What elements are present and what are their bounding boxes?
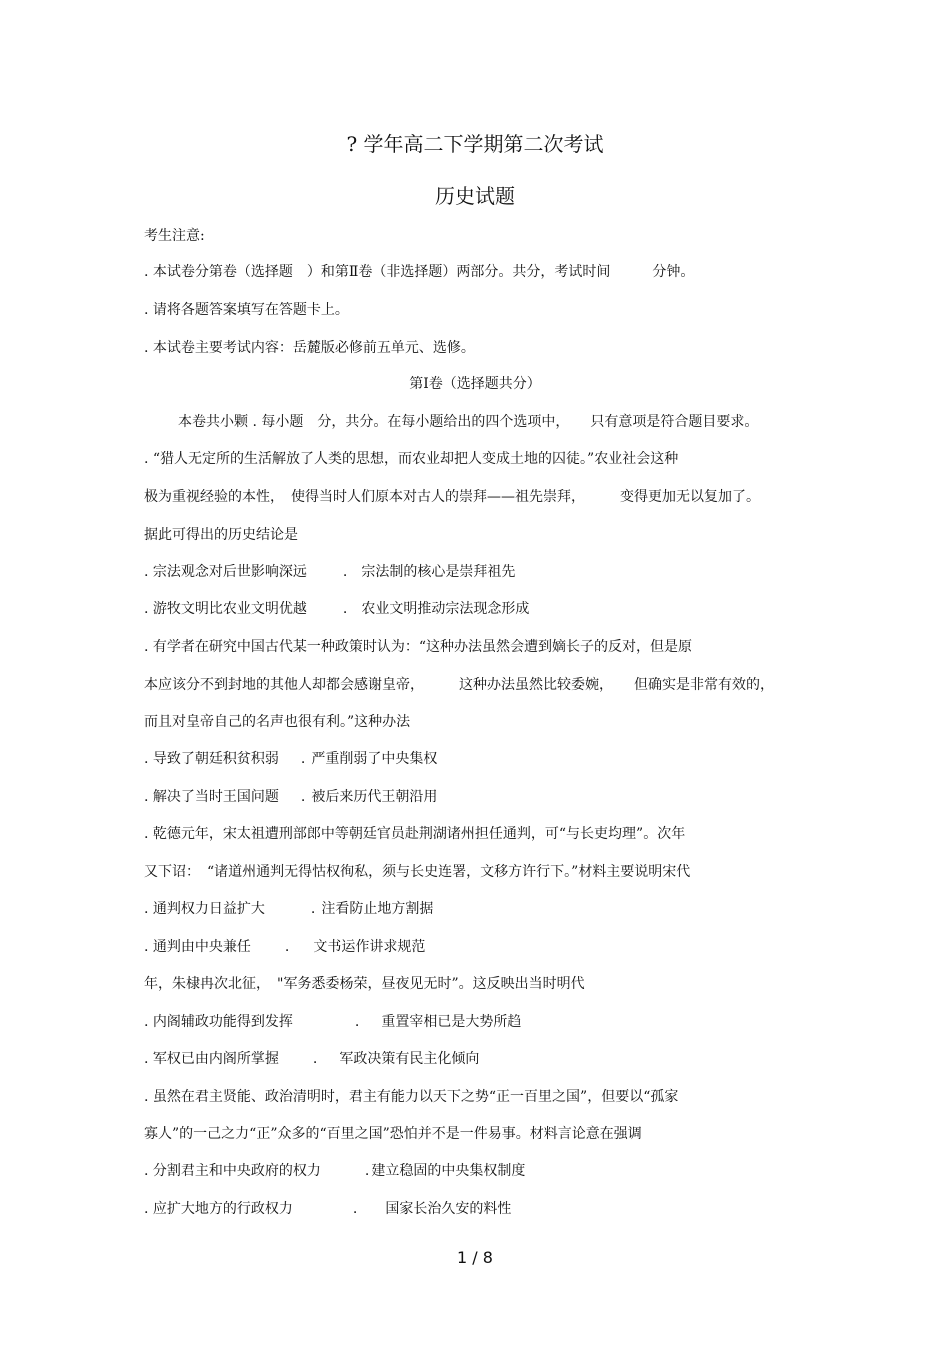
question-5-options-row bbox=[144, 1199, 511, 1219]
option: . 导致了朝廷积贫积弱 bbox=[144, 751, 279, 767]
question-5-stem: . 虽然在君主贤能、政治清明时，君主有能力以天下之势“正一百里之国”，但要以“孤家 bbox=[144, 1089, 679, 1105]
option: 农业文明推动宗法现念形成 bbox=[361, 601, 530, 617]
option: 国家长治久安的料性 bbox=[385, 1201, 512, 1217]
question-3-options-row bbox=[144, 937, 425, 957]
section-intro: 本卷共小颗 . 每小题 分，共分。在每小题给出的四个选项中， 只有意项是符合题目要求。 bbox=[178, 414, 759, 430]
question-2-options-row bbox=[144, 749, 437, 769]
question-2-stem: . 有学者在研究中国古代某一种政策时认为：“这种办法虽然会遭到嫡长子的反对，但是原 bbox=[144, 639, 693, 655]
question-4-options-row bbox=[144, 1049, 479, 1069]
option: . 军权已由内阁所掌握 bbox=[144, 1051, 279, 1067]
option-marker: . bbox=[342, 601, 348, 617]
question-1-stem: 极为重视经验的本性， 使得当时人们原本对古人的崇拜——祖先崇拜， 变得更加无以复加了。 bbox=[144, 489, 760, 505]
option: . 游牧文明比农业文明优越 bbox=[144, 601, 307, 617]
option-marker: . bbox=[310, 901, 316, 917]
subject-title: 历史试题 bbox=[435, 184, 515, 208]
question-2-stem: 本应该分不到封地的其他人却都会感谢皇帝， 这种办法虽然比较委婉， 但确实是非常有效的， bbox=[144, 677, 774, 693]
notice-item: . 请将各题答案填写在答题卡上。 bbox=[144, 302, 349, 318]
option: 严重削弱了中央集权 bbox=[311, 751, 438, 767]
notice-item: . 本试卷主要考试内容：岳麓版必修前五单元、选修。 bbox=[144, 340, 475, 356]
question-1-options-row bbox=[144, 599, 529, 619]
option: 军政决策有民主化倾向 bbox=[339, 1051, 480, 1067]
question-4-options-row bbox=[144, 1012, 521, 1032]
question-1-options-row bbox=[144, 562, 515, 582]
option: 文书运作讲求规范 bbox=[313, 939, 426, 955]
question-4-stem: 年，朱棣冉次北征， "军务悉委杨荣，昼夜见无时”。这反映出当时明代 bbox=[144, 976, 585, 992]
question-2-options-row bbox=[144, 787, 437, 807]
question-1-stem: 据此可得出的历史结论是 bbox=[144, 527, 298, 543]
question-3-stem: 又下诏： “诸道州通判无得怙权徇私，须与长史连署，文移方许行下。”材料主要说明宋代 bbox=[144, 864, 691, 880]
option-marker: . bbox=[300, 789, 306, 805]
option-marker: . bbox=[300, 751, 306, 767]
question-3-stem: . 乾德元年，宋太祖遭刑部郎中等朝廷官员赴荆湖诸州担任通判，可“与长吏均理”。次年 bbox=[144, 826, 686, 842]
option: . 通判由中央兼任 bbox=[144, 939, 251, 955]
option-marker: . bbox=[342, 564, 348, 580]
question-1-stem: . “猎人无定所的生活解放了人类的思想，而农业却把人变成土地的囚徒。”农业社会这种 bbox=[144, 451, 679, 467]
option: 注看防止地方割据 bbox=[321, 901, 434, 917]
question-2-stem: 而且对皇帝自己的名声也很有利。”这种办法 bbox=[144, 714, 411, 730]
question-5-stem: 寡人”的一己之力“正”众多的“百里之国”恐怕并不是一件易事。材料言论意在强调 bbox=[144, 1126, 642, 1142]
option-marker: . bbox=[364, 1163, 370, 1179]
option: . 应扩大地方的行政权力 bbox=[144, 1201, 293, 1217]
option: 被后来历代王朝沿用 bbox=[311, 789, 438, 805]
option-marker: . bbox=[354, 1014, 360, 1030]
option-marker: . bbox=[284, 939, 290, 955]
notice-item: . 本试卷分第卷（选择题 ）和第Ⅱ卷（非选择题）两部分。共分，考试时间 分钟。 bbox=[144, 264, 695, 280]
question-5-options-row bbox=[144, 1161, 525, 1181]
option-marker: . bbox=[352, 1201, 358, 1217]
option: . 解决了当时王国问题 bbox=[144, 789, 279, 805]
option: 宗法制的核心是崇拜祖先 bbox=[361, 564, 516, 580]
option: . 内阁辅政功能得到发挥 bbox=[144, 1014, 293, 1030]
section-heading: 第Ⅰ卷（选择题共分） bbox=[409, 376, 541, 392]
option: 建立稳固的中央集权制度 bbox=[371, 1163, 526, 1179]
option: 重置宰相已是大势所趋 bbox=[381, 1014, 522, 1030]
option: . 分割君主和中央政府的权力 bbox=[144, 1163, 321, 1179]
page-number: 1 / 8 bbox=[457, 1248, 493, 1267]
option: . 宗法观念对后世影响深远 bbox=[144, 564, 307, 580]
option: . 通判权力日益扩大 bbox=[144, 901, 265, 917]
exam-title: ? 学年高二下学期第二次考试 bbox=[346, 132, 604, 156]
question-3-options-row bbox=[144, 899, 433, 919]
option-marker: . bbox=[312, 1051, 318, 1067]
notice-heading: 考生注意: bbox=[144, 228, 205, 244]
